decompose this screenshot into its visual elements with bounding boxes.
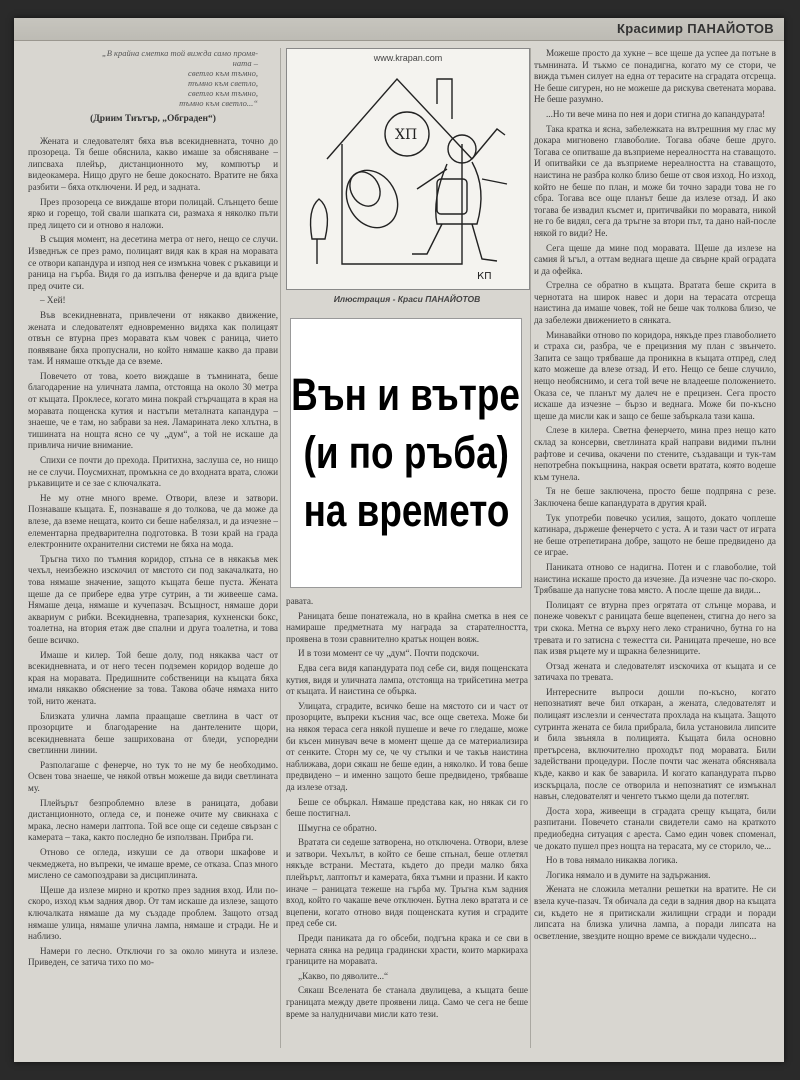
epigraph-line: светло към тъмно,	[188, 88, 258, 98]
article-paragraph: Отново се огледа, изкуши се да отвори шкафове и чекмеджета, но въпреки, че имаше време, се отказа. Спаз много мислено се самопоздрави за дисциплината.	[28, 847, 278, 881]
article-paragraph: равата.	[286, 596, 314, 606]
article-paragraph: Вратата си седеше затворена, но отключена. Отвори, влезе и затвори. Чехълът, в който се беше спънал, беше отлетял някъде встрани. Местата, където до преди малко бяха плейърът, лаптопът и камерата, бяха тъмни и празни. И както иначе – раницата тежеше на гърба му. Тръгна към задния вход, който го чакаше вече отключен. Бутна леко вратата и се вцепени, когато отново видя пощенската кутия и сградите пред себе си.	[286, 837, 528, 929]
article-paragraph: Повечето от това, което виждаше в тъмнината, беше благодарение на уличната лампа, отстояща на около 30 метра от къщата. Проклесе, когато мина покрай стърчащата в края на моравата пощенска кутия и настъпи металната капандура – знаеше, че е там, но забрави за нея. Ламарината леко хлътна, в тишината на нощта ясно се чу „дум“, а той не искаше да привлича ничие внимание.	[28, 370, 278, 451]
epigraph-line: ната –	[232, 58, 258, 68]
epigraph-line: тъмно към светло...“	[179, 98, 258, 108]
article-paragraph: Но в това нямало никаква логика.	[546, 855, 678, 866]
article-paragraph: Улицата, сградите, всичко беше на мястото си и част от прозорците, въпреки късния час, все още светеха. Може би на някоя тераса сега някой пушеше и вече го гледаше, може би късен минувач вече в момент щеше да се материализира от сенките. Сторн му се, че чу стъпки и че такъв наистина наближава, дори сякаш не беше един, а няколко. И това беше предвидено – и именно защото беше предвидено, трябваше да излезе отзад.	[286, 700, 528, 792]
illustration	[286, 48, 530, 290]
article-paragraph: Спихи се почти до прехода. Притихна, заслуша се, но нищо не се случи. Поусмихнат, промъкна се до входната врата, сложи ръкавиците и се зае с ключалката.	[28, 455, 278, 489]
title-line: на времето	[303, 485, 509, 536]
article-paragraph: Беше се объркал. Нямаше представа как, но някак си го беше постигнал.	[286, 796, 528, 819]
article-paragraph: Шмугна се обратно.	[298, 822, 377, 833]
article-paragraph: Логика нямало и в думите на задържания.	[546, 869, 711, 880]
title-box	[290, 318, 522, 588]
article-paragraph: Паниката отново се надигна. Потен и с главоболие, той наистина искаше просто да изчезне. Да изчезне час по-скоро. Трябваше да напусне това място. А после щеше да види...	[534, 561, 776, 596]
column-1-body	[28, 136, 278, 969]
svg-text:ХП: ХП	[395, 127, 418, 143]
epigraph-source: (Дриим Тиътър, „Обграден“)	[90, 114, 216, 124]
title-line: (и по ръба)	[303, 427, 509, 478]
article-paragraph: Близката улична лампа праащаше светлина в част от прозорците и благодарение на дантелените щори, всекидневната беше зашрихована от бледи, успоредни светлинни линии.	[28, 710, 278, 756]
article-paragraph: Слезе в килера. Светна фенерчето, мина през нещо като склад за консерви, светлината край направи видими пълни рафтове и сечива, окачени по стените, създаващи и тук-там непотребна покъщнина, накрая освети вратата, която водеше към тунела.	[534, 425, 776, 482]
article-paragraph: Жената не сложила метални решетки на вратите. Не си взела куче-пазач. Тя обичала да седи в задния двор на къщата си, където не я притискали жилищни сгради и поради липсата на близка улична лампа, а поради липсата на осветление, звездите нощно време се виждали чудесно...	[534, 884, 776, 941]
article-paragraph: Тук употреби повечко усилия, защото, докато чоплеше катинара, държеше фенерчето с уста. А и тази част от играта не беше отрепетирана добре, защото не беше предвидено да се играе.	[534, 512, 776, 558]
article-paragraph: Жената и следователят бяха във всекидневната, точно до прозореца. Тя беше обяснила, какво имаше за обясняване – липсваха плейър, дистанционното му, компютър и видеокамера. Нищо друго не беше докоснато. Вратите не бяха разбити – бяха отключени. И ред, и задната.	[28, 135, 278, 192]
column-divider	[280, 48, 281, 1048]
article-paragraph: Раницата беше понатежала, но в крайна сметка в нея се намираше предметната му награда за старателността, проявена в този сравнително кратък нощен вояж.	[286, 610, 528, 644]
epigraph-line: светло към тъмно,	[188, 68, 258, 78]
article-paragraph: Едва сега видя капандурата под себе си, видя пощенската кутия, видя и уличната лампа, отстояща на трийсетина метра от къщата. И наистина се обърка.	[286, 662, 528, 697]
newspaper-page	[14, 18, 784, 1062]
article-paragraph: Щеше да излезе мирно и кротко през задния вход. Или по-скоро, изход към задния двор. От там искаше да излезе, защото ключалката нямаше да му създаде проблем. Защото отзад нямаше улица, нямаше улична лампа, нямаше и стради. Не и наблизо.	[28, 884, 278, 942]
author-name: Красимир ПАНАЙОТОВ	[617, 21, 774, 36]
article-paragraph: Полицаят се втурна през огрятата от слънце морава, и понеже човекът с раницата беше вцепенен, стигна до него за три скока. Метна се върху него леко странично, бутна го на тревата и го затисна с тежестта си. Раницата пречеше, но все пак извя ръцете му и щракна белезниците.	[534, 599, 776, 657]
illustration-caption: Илюстрация - Краси ПАНАЙОТОВ	[333, 294, 481, 304]
article-column-2	[286, 596, 528, 1056]
article-paragraph: Доста хора, живеещи в сградата срещу къщата, били разпитани. Повечето станали свидетели само на краткото предиобедна ситуация с ареста. Само един човек споменал, че докато пушел през нощта на терасата, му се сторило, че...	[534, 805, 776, 851]
article-paragraph: Във всекидневната, привлечени от някакво движение, жената и следователят едновременно видяха как полицаят отвън се втурна през моравата към човек с раница, чието появяване бяха пропуснали, но който нямаше какво да прави там. И нямаше откъде да се вземе.	[28, 309, 278, 367]
column-divider	[530, 48, 531, 1048]
column-2-body	[286, 596, 528, 1020]
article-paragraph: Интересните въпроси дошли по-късно, когато непознатият вече бил откаран, а жената, следователят и полицаят изслезли и сенчестата прохлада на къщата. Защото сутринта жената се била прибрала, била установила липсите и била звъняла в полицията. Къщата била основно претърсена, включително проходът под моравата. Били задействани процедури. После почти час жената обяснявала къде, какво и как бе заварила. И когато капандурата първо изскърцала, после се отворила и непознатият се измъкнал навън, следователят и ченгето тъкмо щели да потеглят.	[534, 686, 776, 802]
title-line: Вън и вътре	[291, 369, 521, 420]
article-paragraph: Стрелна се обратно в къщата. Вратата беше скрита в чернотата на широк навес и дори на терасата отсреща наистина да имаше човек, той не беше чак толкова близо, че да забележи движението в сянката.	[534, 280, 776, 326]
article-paragraph: Можеше просто да хукне – все щеше да успее да потъне в тъмнината. И тъкмо се понадигна, когато му се стори, че вижда тъмен силует на една от терасите на сградата отсреща. Не беше сигурен, но не можеше да рискува светената морава. Не беше разумно.	[534, 48, 776, 105]
article-paragraph: Минавайки отново по коридора, някъде през главоболието и страха си, разбра, че е прецизния му план с звънчето. Запита се защо трябваше да проникна в къщата отпред, след като можеше да влезе отзад. И ето. Нещо се беше случило, нещо необяснимо, и сега той вече не владееше положението. Оказа се, че планът му далеч не е прецизен. Сега просто искаше да изчезне – бързо и веднага. Може би по-късно щеше да мисли как и защо се беше забъркала тази каша.	[534, 329, 776, 421]
column-3-body	[534, 48, 776, 942]
article-paragraph: Плейърът безпроблемно влезе в раницата, добави дистанционното, огледа се, и понеже очите му свикнаха с мрака, лесно намери лаптопа. Той все още си седеше свързан с камерата – така, както последно бе използван. Прибра ги.	[28, 797, 278, 843]
svg-text:КП: КП	[477, 271, 492, 282]
article-paragraph: Намери го лесно. Отключи го за около минута и излезе. Приведен, се затича тихо по мо-	[28, 945, 278, 968]
article-paragraph: Имаше и килер. Той беше долу, под някаква част от всекидневната, и от него тесен подземен коридор водеше до края на моравата. Предишните собственици на къщата бяха имали някакво обяснение за това. Такова обаче нямаха нито той, нито жената.	[28, 649, 278, 706]
cartoon-drawing	[287, 49, 529, 289]
article-paragraph: Не му отне много време. Отвори, влезе и затвори. Познаваше къщата. Е, познаваше я до толкова, че да може да влезе, да вземе нещата, които си беше набелязал, и да изчезне – елементарна предварителна подготовка. В този край на града електронните охранителни системи не бяха на мода.	[28, 492, 278, 550]
article-paragraph: Тя не беше заключена, просто беше подпряна с резе. Заключена беше капандурата в другия край.	[534, 486, 776, 508]
article-paragraph: „Какво, по дяволите...“	[298, 970, 389, 981]
article-paragraph: В същия момент, на десетина метра от него, нещо се случи. Изведнъж се през рамо, полицаят видя как в края на моравата се отвори капандура и изпод нея се измъкна човек с ръкавици и раница на гърба. Видя го да изпълва фенерче и да вдига ръце пред очите си.	[28, 234, 278, 291]
article-paragraph: И в този момент се чу „дум“. Почти подскочи.	[298, 648, 480, 659]
illustration-url: www.krapan.com	[373, 53, 443, 63]
article-paragraph: Разполагаше с фенерче, но тук то не му бе необходимо. Освен това знаеше, че някой отвън можеше да види светлината му.	[28, 759, 278, 794]
article-paragraph: Тръгна тихо по тъмния коридор, спъна се в някакъв мек чехъл, неизбежно изскочил от мястото си под закачалката, но това нямаше значение, защото къщата беше пуста. Жената щеше да се прибере едва утре сутрин, а ти живееше сама. Нямаше деца, нямаше и кучепазач. Всъщност, нямаше дори аквариум с рибки. Всекидневна, трапезария, кухненски бокс, тоалетна, на втория етаж две спални и друга тоалетна, и това беше всичко.	[28, 553, 278, 645]
epigraph-line: тъмно към светло,	[188, 78, 258, 88]
article-paragraph: ...Но ти вече мина по нея и дори стигна до капандурата!	[546, 108, 766, 119]
article-paragraph: Сякаш Вселената бе станала двулицева, а къщата беше границата между двете проявени лица. Само че сега не беше време за налудничави мисли като тези.	[286, 985, 528, 1019]
article-paragraph: Сега щеше да мине под моравата. Щеше да излезе на самия й ъгъл, а оттам веднага щеше да свърне край оградата и да офейка.	[534, 242, 776, 276]
epigraph	[28, 48, 278, 108]
article-paragraph: През прозореца се виждаше втори полицай. Слънцето беше ярко и горещо, той свали шапката си, размаха я няколко пъти пред лицето си и отново я наложи.	[28, 196, 278, 230]
article-paragraph: – Хей!	[40, 295, 66, 306]
epigraph-line: „В крайна сметка той вижда само промя-	[101, 48, 258, 58]
article-paragraph: Отзад жената и следователят изскочиха от къщата и се затичаха по тревата.	[534, 660, 776, 683]
article-paragraph: Преди паниката да го обсеби, подгъна крака и се сви в черната сянка на редица градински храсти, които маркираха границите на моравата.	[286, 933, 528, 967]
author-bar	[14, 18, 784, 41]
article-column-1	[28, 48, 278, 1048]
article-column-3	[534, 48, 776, 1048]
article-paragraph: Така кратка и ясна, забележката на вътрешния му глас му докара мигновено главоболие. Тогава обаче беше друго. Тогава се опитваше да възприеме нереалността на ставащото. И опитвайки се да възприеме нереалността на ставащото, наистина не разбра колко близо беше от своя изход. Но изход, който не беше по план, и може би точно заради това не го сбра. Тогава все още планът беше да излезе отзад. И ако тогава бе извадил късмет и, притичвайки по моравата, никой не го бе видял, сега да тръгне за втори път, та дано най-после някой го види? Не.	[534, 123, 776, 238]
